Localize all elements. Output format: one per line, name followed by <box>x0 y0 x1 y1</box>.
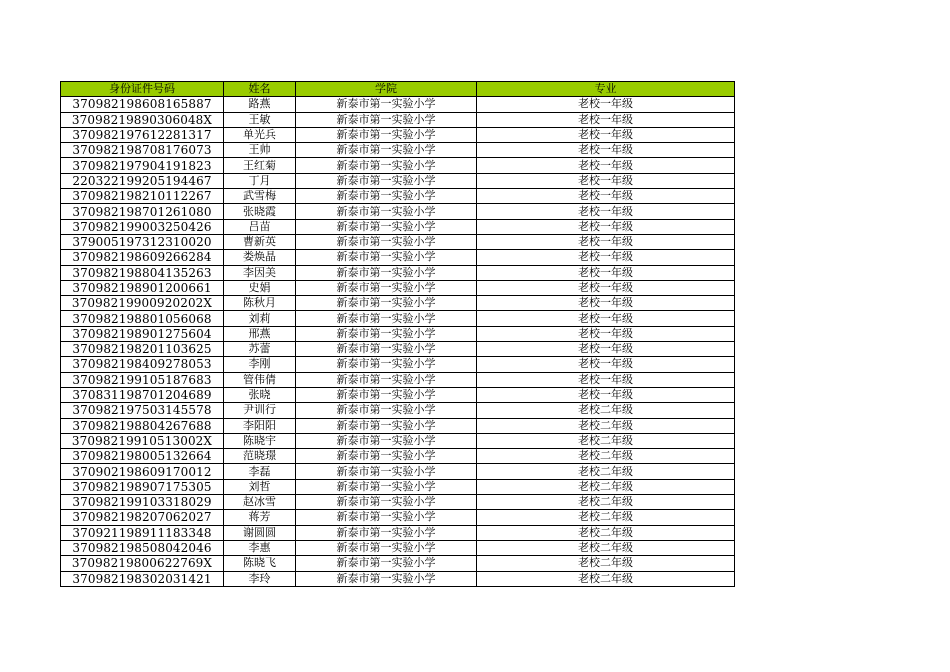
college-cell[interactable]: 新泰市第一实验小学 <box>296 219 477 234</box>
major-cell[interactable]: 老校二年级 <box>477 449 735 464</box>
major-cell[interactable]: 老校二年级 <box>477 464 735 479</box>
name-cell[interactable]: 尹训行 <box>224 403 296 418</box>
college-cell[interactable]: 新泰市第一实验小学 <box>296 357 477 372</box>
table-row <box>61 326 735 341</box>
name-cell[interactable]: 陈晓宇 <box>224 433 296 448</box>
major-cell[interactable]: 老校一年级 <box>477 97 735 112</box>
table-row <box>61 97 735 112</box>
name-cell[interactable]: 李惠 <box>224 540 296 555</box>
name-cell[interactable]: 刘哲 <box>224 479 296 494</box>
college-cell[interactable]: 新泰市第一实验小学 <box>296 189 477 204</box>
id-number-cell[interactable]: 370982198804135263 <box>61 265 224 280</box>
name-cell[interactable]: 李因美 <box>224 265 296 280</box>
name-cell[interactable]: 赵冰雪 <box>224 495 296 510</box>
major-cell[interactable]: 老校二年级 <box>477 418 735 433</box>
college-cell[interactable]: 新泰市第一实验小学 <box>296 250 477 265</box>
college-cell[interactable]: 新泰市第一实验小学 <box>296 158 477 173</box>
table-row <box>61 173 735 188</box>
table-header <box>61 82 735 97</box>
major-cell[interactable]: 老校一年级 <box>477 112 735 127</box>
name-cell[interactable]: 王敏 <box>224 112 296 127</box>
table-row <box>61 464 735 479</box>
major-cell[interactable]: 老校二年级 <box>477 525 735 540</box>
major-cell[interactable]: 老校二年级 <box>477 433 735 448</box>
table-row <box>61 296 735 311</box>
college-cell[interactable]: 新泰市第一实验小学 <box>296 173 477 188</box>
table-row <box>61 357 735 372</box>
college-cell[interactable]: 新泰市第一实验小学 <box>296 143 477 158</box>
id-number-cell[interactable]: 370982199105187683 <box>61 372 224 387</box>
college-cell[interactable]: 新泰市第一实验小学 <box>296 525 477 540</box>
major-cell[interactable]: 老校一年级 <box>477 265 735 280</box>
name-cell[interactable]: 张晓 <box>224 387 296 402</box>
college-cell[interactable]: 新泰市第一实验小学 <box>296 296 477 311</box>
id-number-cell[interactable]: 37098219800622769X <box>61 556 224 571</box>
name-cell[interactable]: 李玲 <box>224 571 296 586</box>
college-cell[interactable]: 新泰市第一实验小学 <box>296 418 477 433</box>
id-number-cell[interactable]: 370982198804267688 <box>61 418 224 433</box>
table-row <box>61 372 735 387</box>
name-cell[interactable]: 吕苗 <box>224 219 296 234</box>
college-cell[interactable]: 新泰市第一实验小学 <box>296 433 477 448</box>
name-cell[interactable]: 李磊 <box>224 464 296 479</box>
id-number-cell[interactable]: 370982198005132664 <box>61 449 224 464</box>
major-cell[interactable]: 老校一年级 <box>477 127 735 142</box>
college-cell[interactable]: 新泰市第一实验小学 <box>296 265 477 280</box>
id-number-cell[interactable]: 370982198609266284 <box>61 250 224 265</box>
id-number-cell[interactable]: 370982198907175305 <box>61 479 224 494</box>
name-cell[interactable]: 李刚 <box>224 357 296 372</box>
table-row <box>61 311 735 326</box>
name-cell[interactable]: 史娟 <box>224 280 296 295</box>
college-cell[interactable]: 新泰市第一实验小学 <box>296 112 477 127</box>
header-id-number[interactable]: 身份证件号码 <box>61 82 224 97</box>
id-number-cell[interactable]: 37098219900920202X <box>61 296 224 311</box>
major-cell[interactable]: 老校二年级 <box>477 403 735 418</box>
id-number-cell[interactable]: 370982197503145578 <box>61 403 224 418</box>
id-number-cell[interactable]: 370982199103318029 <box>61 495 224 510</box>
header-major[interactable]: 专业 <box>477 82 735 97</box>
table-row <box>61 433 735 448</box>
major-cell[interactable]: 老校一年级 <box>477 326 735 341</box>
name-cell[interactable]: 李阳阳 <box>224 418 296 433</box>
major-cell[interactable]: 老校二年级 <box>477 479 735 494</box>
table-row <box>61 556 735 571</box>
id-number-cell[interactable]: 370982197612281317 <box>61 127 224 142</box>
major-cell[interactable]: 老校一年级 <box>477 158 735 173</box>
id-number-cell[interactable]: 379005197312310020 <box>61 234 224 249</box>
header-name[interactable]: 姓名 <box>224 82 296 97</box>
major-cell[interactable]: 老校二年级 <box>477 495 735 510</box>
name-cell[interactable]: 路燕 <box>224 97 296 112</box>
table-row <box>61 540 735 555</box>
college-cell[interactable]: 新泰市第一实验小学 <box>296 326 477 341</box>
college-cell[interactable]: 新泰市第一实验小学 <box>296 403 477 418</box>
id-number-cell[interactable]: 370921198911183348 <box>61 525 224 540</box>
name-cell[interactable]: 刘莉 <box>224 311 296 326</box>
college-cell[interactable]: 新泰市第一实验小学 <box>296 449 477 464</box>
college-cell[interactable]: 新泰市第一实验小学 <box>296 556 477 571</box>
college-cell[interactable]: 新泰市第一实验小学 <box>296 510 477 525</box>
major-cell[interactable]: 老校一年级 <box>477 189 735 204</box>
table-row <box>61 479 735 494</box>
table-row <box>61 265 735 280</box>
id-number-cell[interactable]: 37098219910513002X <box>61 433 224 448</box>
name-cell[interactable]: 蒋芳 <box>224 510 296 525</box>
id-number-cell[interactable]: 370982198708176073 <box>61 143 224 158</box>
major-cell[interactable]: 老校一年级 <box>477 342 735 357</box>
college-cell[interactable]: 新泰市第一实验小学 <box>296 387 477 402</box>
college-cell[interactable]: 新泰市第一实验小学 <box>296 372 477 387</box>
major-cell[interactable]: 老校二年级 <box>477 510 735 525</box>
major-cell[interactable]: 老校一年级 <box>477 173 735 188</box>
name-cell[interactable]: 陈秋月 <box>224 296 296 311</box>
table-row <box>61 495 735 510</box>
table-row <box>61 403 735 418</box>
name-cell[interactable]: 武雪梅 <box>224 189 296 204</box>
name-cell[interactable]: 王红菊 <box>224 158 296 173</box>
major-cell[interactable]: 老校二年级 <box>477 556 735 571</box>
name-cell[interactable]: 范晓璟 <box>224 449 296 464</box>
name-cell[interactable]: 苏蕾 <box>224 342 296 357</box>
id-number-cell[interactable]: 220322199205194467 <box>61 173 224 188</box>
major-cell[interactable]: 老校二年级 <box>477 571 735 586</box>
table-row <box>61 510 735 525</box>
college-cell[interactable]: 新泰市第一实验小学 <box>296 127 477 142</box>
table-row <box>61 112 735 127</box>
id-number-cell[interactable]: 370982198210112267 <box>61 189 224 204</box>
table-row <box>61 342 735 357</box>
id-number-cell[interactable]: 370831198701204689 <box>61 387 224 402</box>
name-cell[interactable]: 邢燕 <box>224 326 296 341</box>
major-cell[interactable]: 老校一年级 <box>477 219 735 234</box>
college-cell[interactable]: 新泰市第一实验小学 <box>296 234 477 249</box>
major-cell[interactable]: 老校一年级 <box>477 311 735 326</box>
name-cell[interactable]: 单光兵 <box>224 127 296 142</box>
name-cell[interactable]: 王帅 <box>224 143 296 158</box>
college-cell[interactable]: 新泰市第一实验小学 <box>296 464 477 479</box>
id-number-cell[interactable]: 370982198207062027 <box>61 510 224 525</box>
table-row <box>61 204 735 219</box>
college-cell[interactable]: 新泰市第一实验小学 <box>296 571 477 586</box>
id-number-cell[interactable]: 370982198201103625 <box>61 342 224 357</box>
id-number-cell[interactable]: 370982198409278053 <box>61 357 224 372</box>
table-row <box>61 127 735 142</box>
table-row <box>61 189 735 204</box>
table-row <box>61 449 735 464</box>
major-cell[interactable]: 老校一年级 <box>477 250 735 265</box>
major-cell[interactable]: 老校一年级 <box>477 296 735 311</box>
name-cell[interactable]: 管伟倩 <box>224 372 296 387</box>
header-college[interactable]: 学院 <box>296 82 477 97</box>
major-cell[interactable]: 老校一年级 <box>477 204 735 219</box>
college-cell[interactable]: 新泰市第一实验小学 <box>296 495 477 510</box>
college-cell[interactable]: 新泰市第一实验小学 <box>296 97 477 112</box>
id-number-cell[interactable]: 370982199003250426 <box>61 219 224 234</box>
table-row <box>61 158 735 173</box>
table-row <box>61 280 735 295</box>
major-cell[interactable]: 老校一年级 <box>477 234 735 249</box>
table-row <box>61 418 735 433</box>
table-row <box>61 143 735 158</box>
id-number-cell[interactable]: 370982198508042046 <box>61 540 224 555</box>
id-number-cell[interactable]: 370982198608165887 <box>61 97 224 112</box>
id-number-cell[interactable]: 370982198901275604 <box>61 326 224 341</box>
name-cell[interactable]: 曹新英 <box>224 234 296 249</box>
roster-table <box>60 81 735 587</box>
id-number-cell[interactable]: 370982198801056068 <box>61 311 224 326</box>
id-number-cell[interactable]: 370982198302031421 <box>61 571 224 586</box>
major-cell[interactable]: 老校一年级 <box>477 143 735 158</box>
major-cell[interactable]: 老校一年级 <box>477 357 735 372</box>
major-cell[interactable]: 老校一年级 <box>477 280 735 295</box>
college-cell[interactable]: 新泰市第一实验小学 <box>296 311 477 326</box>
major-cell[interactable]: 老校一年级 <box>477 387 735 402</box>
table-row <box>61 571 735 586</box>
college-cell[interactable]: 新泰市第一实验小学 <box>296 540 477 555</box>
id-number-cell[interactable]: 370902198609170012 <box>61 464 224 479</box>
college-cell[interactable]: 新泰市第一实验小学 <box>296 479 477 494</box>
name-cell[interactable]: 谢圆圆 <box>224 525 296 540</box>
id-number-cell[interactable]: 370982198701261080 <box>61 204 224 219</box>
name-cell[interactable]: 娄焕晶 <box>224 250 296 265</box>
name-cell[interactable]: 丁月 <box>224 173 296 188</box>
table-body <box>61 97 735 587</box>
name-cell[interactable]: 陈晓飞 <box>224 556 296 571</box>
table-row <box>61 387 735 402</box>
table-row <box>61 219 735 234</box>
name-cell[interactable]: 张晓霞 <box>224 204 296 219</box>
college-cell[interactable]: 新泰市第一实验小学 <box>296 342 477 357</box>
id-number-cell[interactable]: 37098219890306048X <box>61 112 224 127</box>
id-number-cell[interactable]: 370982198901200661 <box>61 280 224 295</box>
header-row <box>61 82 735 97</box>
table-row <box>61 250 735 265</box>
table-row <box>61 234 735 249</box>
id-number-cell[interactable]: 370982197904191823 <box>61 158 224 173</box>
college-cell[interactable]: 新泰市第一实验小学 <box>296 280 477 295</box>
major-cell[interactable]: 老校二年级 <box>477 540 735 555</box>
table-row <box>61 525 735 540</box>
college-cell[interactable]: 新泰市第一实验小学 <box>296 204 477 219</box>
major-cell[interactable]: 老校一年级 <box>477 372 735 387</box>
